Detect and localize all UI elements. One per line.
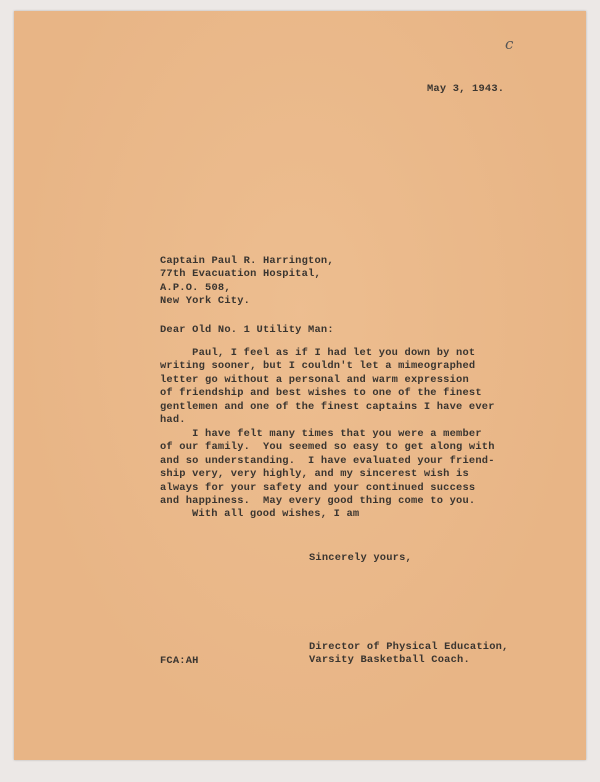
title-line: Varsity Basketball Coach. — [309, 654, 470, 667]
typist-initials: FCA:AH — [160, 655, 199, 667]
paragraph-line: I have felt many times that you were a member — [160, 428, 482, 440]
paragraph-line: Paul, I feel as if I had let you down by not — [160, 347, 476, 359]
paragraph-line: of friendship and best wishes to one of the finest — [160, 387, 482, 400]
complimentary-close: Sincerely yours, — [309, 552, 412, 564]
corner-mark: c — [505, 35, 514, 53]
address-line: 77th Evacuation Hospital, — [160, 268, 321, 281]
body-paragraph-2 — [160, 428, 495, 508]
letter-date: May 3, 1943. — [427, 83, 505, 95]
paragraph-line: of our family. You seemed so easy to get along with — [160, 441, 495, 454]
paragraph-line: always for your safety and your continued success — [160, 481, 476, 494]
paragraph-line: letter go without a personal and warm expression — [160, 373, 469, 386]
body-paragraph-1 — [160, 347, 495, 427]
paragraph-line: and so understanding. I have evaluated your friend- — [160, 454, 495, 467]
paragraph-line: and happiness. May every good thing come to you. — [160, 495, 476, 508]
paragraph-line: gentlemen and one of the finest captains I have ever — [160, 400, 495, 413]
paragraph-line: had. — [160, 414, 186, 427]
title-line: Director of Physical Education, — [309, 641, 509, 653]
salutation: Dear Old No. 1 Utility Man: — [160, 324, 334, 336]
address-line: Captain Paul R. Harrington, — [160, 255, 334, 267]
letter-page — [14, 11, 586, 760]
closing-line: With all good wishes, I am — [192, 508, 360, 520]
address-line: A.P.O. 508, — [160, 281, 231, 294]
paragraph-line: writing sooner, but I couldn't let a mimeographed — [160, 360, 476, 373]
recipient-address — [160, 255, 334, 309]
address-line: New York City. — [160, 295, 251, 308]
paragraph-line: ship very, very highly, and my sincerest wish is — [160, 468, 469, 481]
signature-title — [309, 641, 509, 668]
